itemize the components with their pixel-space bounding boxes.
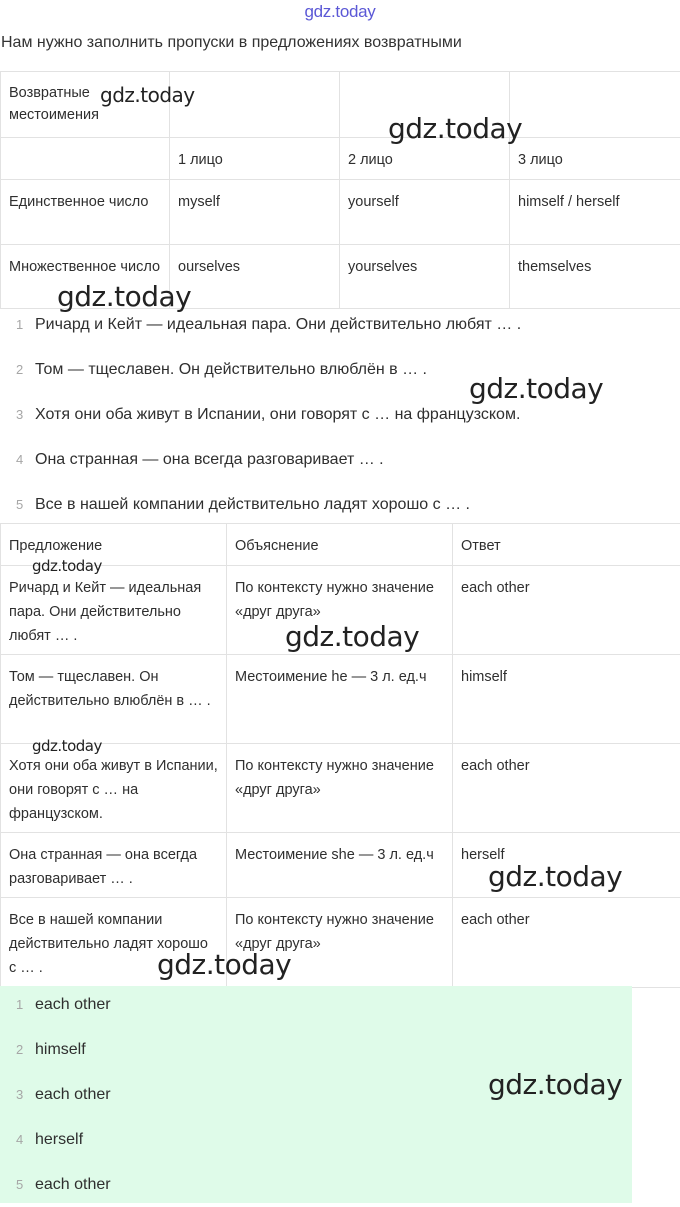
answer-table xyxy=(0,523,680,988)
watermark: gdz.today xyxy=(100,83,195,107)
list-item xyxy=(0,1117,680,1162)
table-cell: Она странная — она всегда разговаривает … . xyxy=(1,833,227,898)
item-number: 3 xyxy=(0,407,35,422)
item-number: 4 xyxy=(0,1132,35,1147)
table-row xyxy=(1,245,680,309)
table-cell: each other xyxy=(453,566,680,655)
pronoun-table xyxy=(0,71,680,309)
item-text: Хотя они оба живут в Испании, они говорят с … на французском. xyxy=(35,406,520,424)
site-logo[interactable]: gdz.today xyxy=(0,2,680,22)
table-cell: Возвратные местоимения xyxy=(1,72,170,138)
item-text: herself xyxy=(35,1131,83,1149)
table-cell: 1 лицо xyxy=(170,138,340,180)
table-cell: Местоимение he — 3 л. ед.ч xyxy=(227,655,453,744)
item-number: 3 xyxy=(0,1087,35,1102)
table-cell: myself xyxy=(170,180,340,245)
table-row xyxy=(1,898,680,988)
list-item xyxy=(0,1072,680,1117)
item-text: each other xyxy=(35,996,111,1014)
table-cell: herself xyxy=(453,833,680,898)
list-item xyxy=(0,347,680,392)
table-cell: yourself xyxy=(340,180,510,245)
table-cell: themselves xyxy=(510,245,680,309)
watermark: gdz.today xyxy=(488,1068,622,1101)
table-cell: Ричард и Кейт — идеальная пара. Они действительно любят … . xyxy=(1,566,227,655)
table-cell xyxy=(340,72,510,138)
watermark: gdz.today xyxy=(32,737,102,755)
table-row xyxy=(1,138,680,180)
item-number: 1 xyxy=(0,317,35,332)
table-cell: Единственное число xyxy=(1,180,170,245)
table-cell: 3 лицо xyxy=(510,138,680,180)
table-cell: himself / herself xyxy=(510,180,680,245)
table-row xyxy=(1,72,680,138)
watermark: gdz.today xyxy=(57,280,191,313)
list-item xyxy=(0,437,680,482)
table-cell: Хотя они оба живут в Испании, они говорят с … на французском. xyxy=(1,744,227,833)
item-text: Ричард и Кейт — идеальная пара. Они действительно любят … . xyxy=(35,316,521,334)
item-text: each other xyxy=(35,1086,111,1104)
table-cell: Множественное число xyxy=(1,245,170,309)
column-header: Ответ xyxy=(453,524,680,566)
list-item xyxy=(0,392,680,437)
table-cell: himself xyxy=(453,655,680,744)
item-text: himself xyxy=(35,1041,86,1059)
item-text: Все в нашей компании действительно ладят хорошо с … . xyxy=(35,496,470,514)
list-item xyxy=(0,302,680,347)
table-row xyxy=(1,744,680,833)
table-row xyxy=(1,566,680,655)
table-row xyxy=(1,180,680,245)
table-cell: each other xyxy=(453,898,680,988)
list-item xyxy=(0,1027,680,1072)
list-item xyxy=(0,982,680,1027)
watermark: gdz.today xyxy=(388,112,522,145)
watermark: gdz.today xyxy=(157,948,291,981)
item-text: each other xyxy=(35,1176,111,1194)
item-number: 1 xyxy=(0,997,35,1012)
table-cell: Местоимение she — 3 л. ед.ч xyxy=(227,833,453,898)
answer-list xyxy=(0,982,680,1207)
item-text: Том — тщеславен. Он действительно влюблён в … . xyxy=(35,361,427,379)
watermark: gdz.today xyxy=(285,620,419,653)
table-header-row xyxy=(1,524,680,566)
column-header: Предложение xyxy=(1,524,227,566)
watermark: gdz.today xyxy=(32,557,102,575)
table-cell xyxy=(170,72,340,138)
table-cell: 2 лицо xyxy=(340,138,510,180)
task-list xyxy=(0,302,680,527)
table-cell xyxy=(510,72,680,138)
table-cell: Все в нашей компании действительно ладят хорошо с … . xyxy=(1,898,227,988)
item-number: 5 xyxy=(0,1177,35,1192)
table-cell: По контексту нужно значение «друг друга» xyxy=(227,744,453,833)
item-number: 2 xyxy=(0,362,35,377)
item-number: 2 xyxy=(0,1042,35,1057)
table-cell: ourselves xyxy=(170,245,340,309)
list-item xyxy=(0,482,680,527)
table-cell: По контексту нужно значение «друг друга» xyxy=(227,898,453,988)
watermark: gdz.today xyxy=(488,860,622,893)
watermark: gdz.today xyxy=(469,372,603,405)
table-cell: each other xyxy=(453,744,680,833)
column-header: Объяснение xyxy=(227,524,453,566)
table-cell xyxy=(1,138,170,180)
list-item xyxy=(0,1162,680,1207)
table-row xyxy=(1,655,680,744)
item-number: 4 xyxy=(0,452,35,467)
table-cell: Том — тщеславен. Он действительно влюблён в … . xyxy=(1,655,227,744)
item-text: Она странная — она всегда разговаривает … . xyxy=(35,451,384,469)
table-cell: yourselves xyxy=(340,245,510,309)
table-cell: По контексту нужно значение «друг друга» xyxy=(227,566,453,655)
table-row xyxy=(1,833,680,898)
intro-text: Нам нужно заполнить пропуски в предложениях возвратными xyxy=(1,34,462,52)
item-number: 5 xyxy=(0,497,35,512)
